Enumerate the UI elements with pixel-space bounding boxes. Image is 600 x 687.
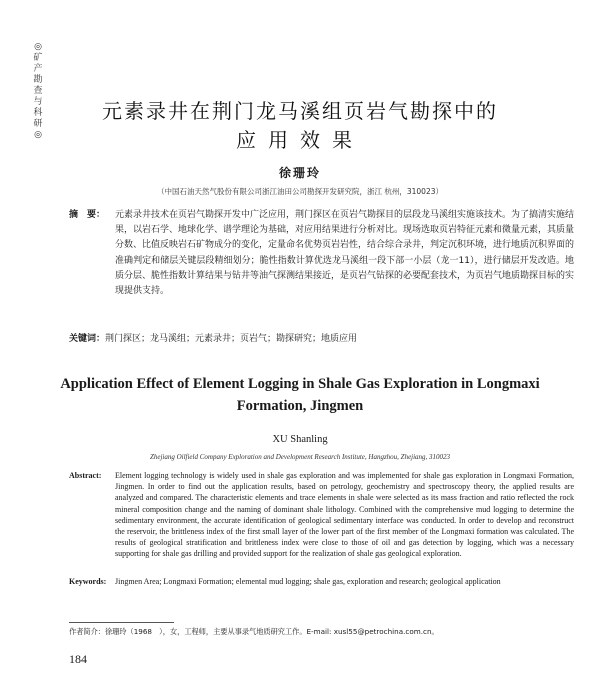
side-tag-char: 查 xyxy=(33,86,43,96)
side-tag-char: 矿 xyxy=(33,53,43,63)
en-keywords-text: Jingmen Area; Longmaxi Formation; elemental mud logging; shale gas, exploration and research; geological application xyxy=(115,577,501,586)
side-tag-char: 研 xyxy=(33,119,43,129)
page-number: 184 xyxy=(69,652,87,666)
en-title-line1: Application Effect of Element Logging in Shale Gas Exploration in Longmaxi xyxy=(60,376,540,392)
cn-title-line1: 元素录井在荆门龙马溪组页岩气勘探中的 xyxy=(102,99,498,123)
side-tag-char: 勘 xyxy=(33,75,43,85)
en-keywords xyxy=(69,576,574,587)
cn-abstract-label: 摘 要： xyxy=(69,210,106,220)
footnote-divider xyxy=(69,622,174,623)
cn-author: 徐珊玲 xyxy=(278,166,321,180)
cn-abstract xyxy=(69,208,574,299)
en-keywords-label: Keywords: xyxy=(69,577,107,586)
cn-abstract-text: 元素录井技术在页岩气勘探开发中广泛应用，荆门探区在页岩气勘探目的层段龙马溪组实施该技术。为了搞清实施结果，以岩石学、地球化学、谱学理论为基础，对应用结果进行分析对比。现场选取页岩特征元素和微量元素，其质量分数、比值反映岩石矿物成分的变化，定量命名优势页岩岩性，结合综合录井，判定沉积环境，进行地质沉积界面的准确判定和储层关键层段精细划分；脆性指数计算优选龙马溪组一段下部一小层（龙一11），进行储层开发改造。地质分层、脆性指数计算结果与钻井等油气探测结果接近，是页岩气钻探的必要配套技术，为页岩气地质勘探目标的实现提供支持。 xyxy=(115,210,575,297)
side-tag-char: 科 xyxy=(33,108,43,118)
en-title-line2: Formation, Jingmen xyxy=(236,398,364,414)
cn-keywords-text: 荆门探区；龙马溪组；元素录井；页岩气；勘探研究；地质应用 xyxy=(105,334,358,344)
author-footnote: 作者简介：徐珊玲（1968 ），女，工程师，主要从事录气地质研究工作。E-mail: xusl55@petrochina.com.cn。 xyxy=(69,627,439,636)
en-abstract-text: Element logging technology is widely used in shale gas exploration and was implemented for shale gas exploration in Longmaxi Formation, Jingmen. In order to find out the application results, based on petrology, geochemistry and spectroscopy theory, the applied results are analyzed and compared. The characteristic elements and trace elements in shale were selected as its mass fraction and ratio reflected the rock mineral composition change and the naming of dominant shale lithology. Combined with the comprehensive mud logging to determine the sedimentary environment, the accurate identification of geological sedimentary interface was conducted. In order to develop and reconstruct the reservoir, the brittleness index of the first small layer of the lower part of the first member of the Longmaxi formation was calculated. The results of geological stratification and brittleness index were close to those of oil and gas detection by logging, which was a necessary supporting for shale gas drilling and provided support for the realization of shale gas geological exploration. xyxy=(115,471,574,559)
en-abstract-label: Abstract: xyxy=(69,471,102,480)
cn-keywords xyxy=(69,332,574,346)
en-author: XU Shanling xyxy=(272,434,328,445)
en-affiliation: Zhejiang Oilfield Company Exploration and Development Research Institute, Hangzhou, Zhejiang, 310023 xyxy=(149,453,451,461)
cn-title-line2: 应用效果 xyxy=(236,128,364,152)
side-tag-char: ◎ xyxy=(34,42,42,52)
side-tag-char: 产 xyxy=(33,64,43,74)
side-tag-char: ◎ xyxy=(34,130,42,140)
cn-affiliation: （中国石油天然气股份有限公司浙江油田公司勘探开发研究院，浙江 杭州，310023） xyxy=(156,187,443,196)
en-abstract xyxy=(69,470,574,560)
side-tag-char: 与 xyxy=(33,97,43,107)
cn-keywords-label: 关键词： xyxy=(69,334,106,344)
